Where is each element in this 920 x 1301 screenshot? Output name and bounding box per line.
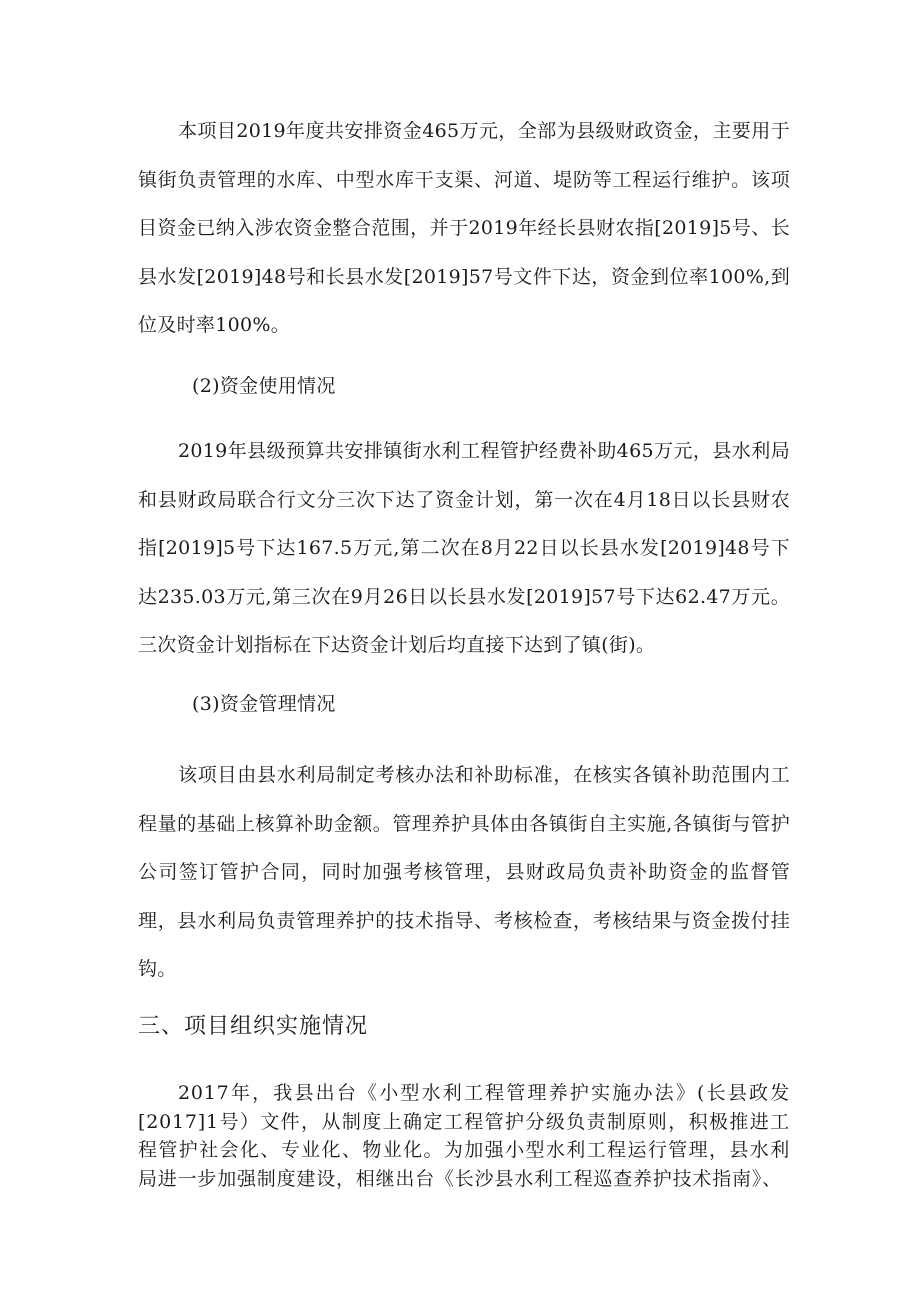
paragraph-fund-management: 该项目由县水利局制定考核办法和补助标准，在核实各镇补助范围内工程量的基础上核算补助金额。管理养护具体由各镇街自主实施,各镇街与管护公司签订管护合同，同时加强考核管理，县财政局负责补助资金的监督管理，县水利局负责管理养护的技术指导、考核检查，考核结果与资金拨付挂钩。 [138, 764, 790, 980]
subheading-fund-management: (3)资金管理情况 [192, 693, 336, 715]
paragraph-fund-usage: 2019年县级预算共安排镇街水利工程管护经费补助465万元，县水利局和县财政局联合行文分三次下达了资金计划，第一次在4月18日以长县财农指[2019]5号下达167.5万元,第二次在8月22日以长县水发[2019]48号下达235.03万元,第三次在9月26日以长县水发[2019]57号下达62.47万元。三次资金计划指标在下达资金计划后均直接下达到了镇(街)。 [138, 440, 790, 656]
subheading-fund-usage: (2)资金使用情况 [192, 375, 336, 397]
paragraph-funding-arrangement: 本项目2019年度共安排资金465万元，全部为县级财政资金，主要用于镇街负责管理的水库、中型水库干支渠、河道、堤防等工程运行维护。该项目资金已纳入涉农资金整合范围，并于2019年经长县财农指[2019]5号、长县水发[2019]48号和长县水发[2019]57号文件下达，资金到位率100%,到位及时率100%。 [138, 120, 790, 336]
section-heading-implementation: 三、项目组织实施情况 [138, 1014, 369, 1039]
paragraph-implementation: 2017年，我县出台《小型水利工程管理养护实施办法》(长县政发[2017]1号）文件，从制度上确定工程管护分级负责制原则，积极推进工程管护社会化、专业化、物业化。为加强小型水利工程运行管理，县水利局进一步加强制度建设，相继出台《长沙县水利工程巡查养护技术指南》、 [138, 1082, 790, 1190]
